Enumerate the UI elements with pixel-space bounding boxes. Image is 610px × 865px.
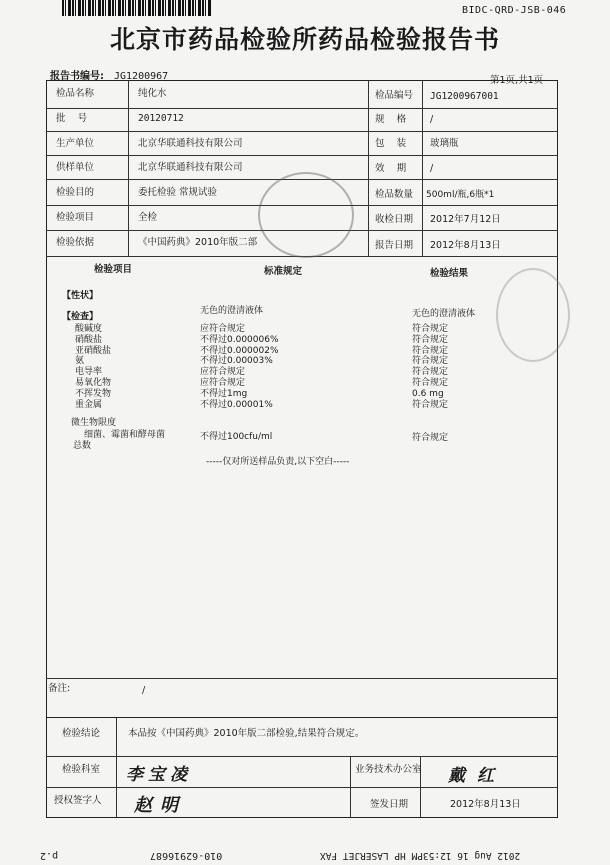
results-header-result: 检验结果 <box>430 268 469 279</box>
micro-standard: 不得过100cfu/ml <box>200 432 273 442</box>
check-item: 硝酸盐 <box>75 335 103 345</box>
check-item: 氨 <box>75 356 85 366</box>
micro-item-total: 总数 <box>73 441 92 451</box>
results-header-item: 检验项目 <box>94 264 133 275</box>
conclusion-value: 本品按《中国药典》2010年版二部检验,结果符合规定。 <box>128 728 365 739</box>
fax-page: p.2 <box>40 850 59 861</box>
value-package: 玻璃瓶 <box>430 138 459 149</box>
page-title: 北京市药品检验所药品检验报告书 <box>109 25 500 54</box>
value-quantity: 500ml/瓶,6瓶*1 <box>426 190 495 200</box>
value-spec: / <box>430 114 434 125</box>
section-check: 【检查】 <box>62 312 99 322</box>
row-divider <box>46 756 558 757</box>
remarks-value: / <box>142 685 146 696</box>
check-result: 符合规定 <box>412 378 449 388</box>
col-divider <box>368 80 369 256</box>
check-result: 符合规定 <box>412 335 449 345</box>
value-items: 全检 <box>138 212 158 223</box>
fax-phone: 010-62916687 <box>150 850 223 861</box>
col-divider <box>422 80 423 256</box>
value-basis: 《中国药典》2010年版二部 <box>138 237 258 248</box>
label-received: 收检日期 <box>375 214 414 225</box>
report-number-value: JG1200967 <box>114 71 169 82</box>
office-label: 业务技术办公室 <box>355 764 422 775</box>
label-product-name: 检品名称 <box>56 88 95 99</box>
check-standard: 不得过0.00001% <box>200 400 273 410</box>
label-quantity: 检品数量 <box>375 189 414 200</box>
check-result: 符合规定 <box>412 346 449 356</box>
label-purpose: 检验目的 <box>56 187 95 198</box>
official-seal <box>258 172 354 258</box>
col-divider <box>128 80 129 256</box>
check-result: 符合规定 <box>412 400 449 410</box>
value-validity: / <box>430 163 434 174</box>
value-sample-no: JG1200967001 <box>430 91 499 102</box>
label-sample-no: 检品编号 <box>375 90 414 101</box>
check-item: 重金属 <box>75 400 103 410</box>
document-id: BIDC-QRD-JSB-046 <box>462 5 567 16</box>
signatory-label: 授权签字人 <box>54 795 102 806</box>
issue-label: 签发日期 <box>370 799 409 810</box>
check-standard: 应符合规定 <box>200 367 246 377</box>
value-product-name: 纯化水 <box>138 88 167 99</box>
conclusion-label: 检验结论 <box>62 728 101 739</box>
label-report-date: 报告日期 <box>375 240 414 251</box>
appearance-standard: 无色的澄清液体 <box>200 306 264 316</box>
value-batch: 20120712 <box>138 113 184 124</box>
micro-label: 微生物限度 <box>71 418 117 428</box>
remarks-divider <box>46 678 558 679</box>
value-received: 2012年7月12日 <box>430 214 501 225</box>
label-spec: 规 格 <box>375 114 407 125</box>
row-divider <box>46 155 558 156</box>
lab-label: 检验科室 <box>62 764 101 775</box>
label-supplier: 供样单位 <box>56 162 95 173</box>
results-header-standard: 标准规定 <box>264 266 303 277</box>
check-item: 亚硝酸盐 <box>75 346 112 356</box>
label-package: 包 装 <box>375 138 407 149</box>
row-divider <box>46 108 558 109</box>
value-supplier: 北京华联通科技有限公司 <box>138 162 243 173</box>
micro-item: 细菌、霉菌和酵母菌 <box>84 430 166 440</box>
check-result: 0.6 mg <box>412 389 444 399</box>
office-signature: 戴红 <box>448 766 506 786</box>
check-result: 符合规定 <box>412 367 449 377</box>
lab-signature: 李宝凌 <box>126 765 192 785</box>
check-result: 符合规定 <box>412 324 449 334</box>
check-standard: 不得过1mg <box>200 389 248 399</box>
micro-result: 符合规定 <box>412 433 449 443</box>
check-standard: 应符合规定 <box>200 378 246 388</box>
check-item: 易氧化物 <box>75 378 112 388</box>
barcode <box>62 0 212 16</box>
check-standard: 不得过0.000006% <box>200 335 279 345</box>
value-manufacturer: 北京华联通科技有限公司 <box>138 138 243 149</box>
remarks-label: 备注: <box>48 683 71 694</box>
report-number-label: 报告书编号: <box>50 71 104 82</box>
signatory-signature: 赵明 <box>134 795 186 816</box>
check-item: 酸碱度 <box>75 324 103 334</box>
label-items: 检验项目 <box>56 212 95 223</box>
section-appearance: 【性状】 <box>62 291 99 301</box>
check-standard: 不得过0.00003% <box>200 356 273 366</box>
value-report-date: 2012年8月13日 <box>430 240 501 251</box>
check-item: 电导率 <box>75 367 103 377</box>
label-validity: 效 期 <box>375 163 407 174</box>
fax-line: 2012 Aug 16 12:53PM HP LASERJET FAX <box>320 850 521 861</box>
check-standard: 应符合规定 <box>200 324 246 334</box>
value-purpose: 委托检验 常规试验 <box>138 187 218 198</box>
row-divider <box>46 131 558 132</box>
row-divider <box>46 787 558 788</box>
check-item: 不挥发物 <box>75 389 112 399</box>
page-info: 第1页,共1页 <box>490 75 544 86</box>
end-note: -----仅对所送样品负责,以下空白----- <box>206 457 350 467</box>
label-batch: 批 号 <box>56 113 88 124</box>
edge-seal <box>496 268 570 362</box>
appearance-result: 无色的澄清液体 <box>412 309 476 319</box>
label-manufacturer: 生产单位 <box>56 138 95 149</box>
col-divider <box>116 718 117 818</box>
label-basis: 检验依据 <box>56 237 95 248</box>
check-standard: 不得过0.000002% <box>200 346 279 356</box>
issue-value: 2012年8月13日 <box>450 799 521 810</box>
check-result: 符合规定 <box>412 356 449 366</box>
